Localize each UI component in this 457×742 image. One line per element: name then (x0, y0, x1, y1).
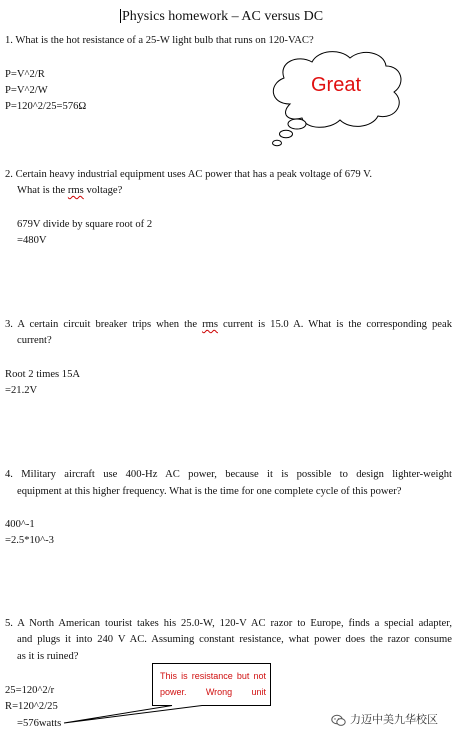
q2-answer-line-2: =480V (17, 235, 47, 246)
q4-answer-line-2: =2.5*10^-3 (5, 535, 54, 546)
watermark-text: 力迈中美九华校区 (350, 713, 438, 726)
q1-answer-line-3: P=120^2/25=576Ω (5, 101, 87, 112)
q3-answer-line-1: Root 2 times 15A (5, 369, 81, 380)
thought-cloud-shape (260, 44, 410, 154)
q1-answer-line-1: P=V^2/R (5, 69, 45, 80)
text-cursor (120, 9, 121, 23)
q3-answer-line-2: =21.2V (5, 385, 38, 396)
page-title: Physics homework – AC versus DC (122, 9, 324, 24)
q5-feedback-callout: This is resistance but not power. Wrong unit (160, 671, 266, 697)
question-4-line-2: equipment at this higher frequency. What is the time for one complete cycle of this power? (17, 486, 402, 497)
question-1: 1. What is the hot resistance of a 25-W light bulb that runs on 120-VAC? (5, 35, 314, 46)
spellcheck-flag[interactable]: rms (67, 185, 84, 196)
spellcheck-flag[interactable]: rms (202, 319, 218, 330)
chat-bubble-icon (331, 714, 346, 727)
q2-answer-line-1: 679V divide by square root of 2 (17, 219, 153, 230)
q5-answer-line-2: R=120^2/25 (5, 701, 58, 712)
question-5-line-2: and plugs it into 240 V AC. Assuming constant resistance, what power does the razor consume (17, 634, 452, 645)
q4-answer-line-1: 400^-1 (5, 519, 35, 530)
q5-answer-line-1: 25=120^2/r (5, 685, 55, 696)
question-2-line-2: What is the rms voltage? (17, 185, 123, 196)
question-5-line-1: 5. A North American tourist takes his 25.0-W, 120-V AC razor to Europe, finds a special adapter, (5, 618, 452, 629)
question-4-line-1: 4. Military aircraft use 400-Hz AC power, because it is possible to design lighter-weight (5, 469, 452, 480)
question-3-line-2: current? (17, 335, 52, 346)
q1-answer-line-2: P=V^2/W (5, 85, 48, 96)
question-3-line-1: 3. A certain circuit breaker trips when the rms current is 15.0 A. What is the corresponding peak (5, 319, 453, 330)
question-5-line-3: as it is ruined? (17, 651, 79, 662)
question-2-line-1: 2. Certain heavy industrial equipment uses AC power that has a peak voltage of 679 V. (5, 169, 373, 180)
q1-feedback-great: Great (311, 74, 362, 96)
q5-answer-line-3: =576watts (17, 718, 62, 729)
